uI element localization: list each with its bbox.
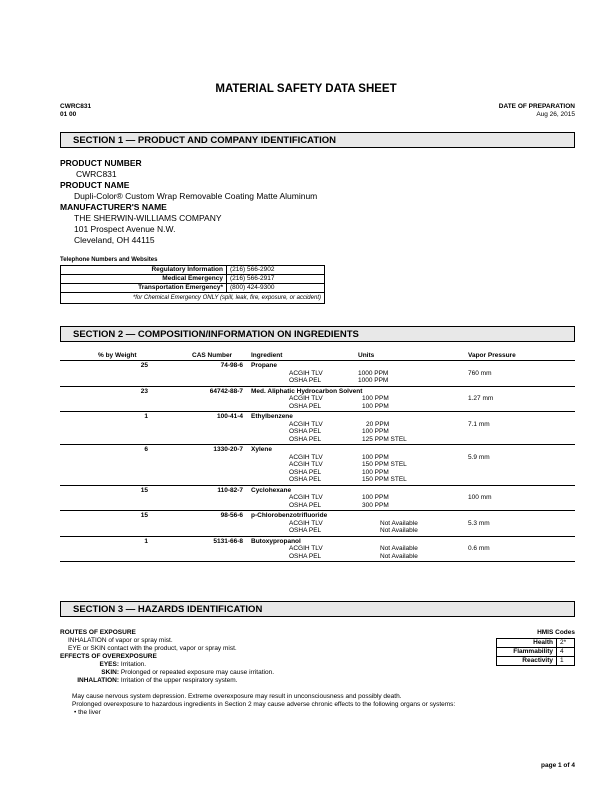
telephone-row xyxy=(61,284,325,293)
telephone-number: (216) 566-2917 xyxy=(227,275,325,284)
exposure-limit: 150 PPM STEL xyxy=(362,476,407,483)
section-1-header: SECTION 1 — PRODUCT AND COMPANY IDENTIFICATION xyxy=(60,132,575,148)
exposure-limit: 300 PPM xyxy=(362,501,389,509)
exposure-limit: Not Available xyxy=(380,519,418,527)
ingredient-row xyxy=(60,387,575,413)
ingredient-name: Xylene xyxy=(251,446,272,453)
ingredient-row xyxy=(60,486,575,512)
effect-label: INHALATION: xyxy=(77,677,119,684)
pct-weight: 1 xyxy=(144,537,148,545)
exposure-limit: Not Available xyxy=(380,545,418,552)
telephone-row xyxy=(61,275,325,284)
exposure-agency: ACGIH TLV xyxy=(289,369,323,377)
cas-number: 74-98-6 xyxy=(220,362,243,369)
composition-header xyxy=(60,352,575,361)
preparation-date-block xyxy=(499,103,575,119)
exposure-limit: 100 PPM xyxy=(362,494,389,501)
hmis-value: 4 xyxy=(557,648,575,657)
vapor-pressure: 0.6 mm xyxy=(468,545,490,552)
hmis-title: HMIS Codes xyxy=(537,629,575,636)
col-ingredient: Ingredient xyxy=(251,352,283,359)
ingredient-row xyxy=(60,445,575,486)
manufacturer-line: THE SHERWIN-WILLIAMS COMPANY xyxy=(74,213,222,223)
cas-number: 1330-20-7 xyxy=(213,446,243,453)
exposure-agency: OSHA PEL xyxy=(289,435,322,443)
exposure-limit: 100 PPM xyxy=(362,453,389,461)
ingredient-name: Butoxypropanol xyxy=(251,537,301,545)
route-line: INHALATION of vapor or spray mist. xyxy=(68,637,173,644)
prep-date: Aug 26, 2015 xyxy=(536,111,575,118)
page-number: page 1 of 4 xyxy=(541,762,575,769)
product-name-label: PRODUCT NAME xyxy=(60,180,130,190)
revision-code: 01 00 xyxy=(60,111,77,118)
vapor-pressure: 760 mm xyxy=(468,369,492,377)
exposure-limit: 1000 PPM xyxy=(358,369,389,377)
effect-text: Irritation of the upper respiratory system. xyxy=(120,677,238,684)
ingredient-name: Med. Aliphatic Hydrocarbon Solvent xyxy=(251,387,363,395)
manufacturer-line: Cleveland, OH 44115 xyxy=(74,235,155,245)
ingredient-row xyxy=(60,412,575,445)
exposure-agency: ACGIH TLV xyxy=(289,519,323,527)
telephone-label: Medical Emergency xyxy=(61,275,227,284)
hmis-row xyxy=(497,639,575,648)
manufacturer-label: MANUFACTURER'S NAME xyxy=(60,202,167,212)
hazard-paragraph: Prolonged overexposure to hazardous ingredients in Section 2 may cause adverse chronic effects to the following organs or systems: xyxy=(72,701,456,708)
prep-date-label: DATE OF PREPARATION xyxy=(498,103,575,110)
hazard-paragraph: May cause nervous system depression. Extreme overexposure may result in unconsciousness and possibly death. xyxy=(72,693,402,700)
exposure-agency: ACGIH TLV xyxy=(289,545,323,552)
telephone-note: *for Chemical Emergency ONLY (spill, leak, fire, exposure, or accident) xyxy=(61,293,325,304)
cas-number: 5131-66-8 xyxy=(213,537,243,545)
effect-label: EYES: xyxy=(99,661,119,668)
ingredient-row xyxy=(60,361,575,387)
ingredient-row xyxy=(60,511,575,537)
exposure-agency: ACGIH TLV xyxy=(289,494,323,501)
exposure-limit: 100 PPM xyxy=(362,402,389,410)
exposure-limit: 1000 PPM xyxy=(358,377,389,384)
section-3-header: SECTION 3 — HAZARDS IDENTIFICATION xyxy=(60,601,575,617)
exposure-agency: OSHA PEL xyxy=(289,402,322,410)
product-number-label: PRODUCT NUMBER xyxy=(60,158,142,168)
product-number: CWRC831 xyxy=(76,169,117,179)
document-title: MATERIAL SAFETY DATA SHEET xyxy=(215,83,397,95)
vapor-pressure: 100 mm xyxy=(468,494,492,501)
organ-bullet: • the liver xyxy=(74,709,101,716)
pct-weight: 15 xyxy=(140,486,148,494)
hmis-row xyxy=(497,657,575,666)
exposure-limit: 100 PPM xyxy=(362,395,389,402)
vapor-pressure: 5.9 mm xyxy=(468,453,490,461)
vapor-pressure: 7.1 mm xyxy=(468,420,490,428)
ingredient-name: p-Chlorobenzotrifluoride xyxy=(251,512,328,519)
hmis-value: 1 xyxy=(557,657,575,666)
exposure-agency: ACGIH TLV xyxy=(289,420,323,428)
effect-label: SKIN: xyxy=(101,669,119,676)
hmis-label: Flammability xyxy=(497,648,557,657)
ingredient-name: Cyclohexane xyxy=(251,486,292,494)
exposure-limit: 150 PPM STEL xyxy=(362,461,407,468)
hmis-label: Health xyxy=(497,639,557,648)
telephone-row xyxy=(61,266,325,275)
exposure-limit: Not Available xyxy=(380,527,418,534)
cas-number: 98-56-6 xyxy=(220,512,243,519)
ingredient-row xyxy=(60,537,575,563)
exposure-agency: ACGIH TLV xyxy=(289,461,323,468)
effects-label: EFFECTS OF OVEREXPOSURE xyxy=(60,653,157,660)
col-cas-number: CAS Number xyxy=(192,352,233,359)
exposure-agency: OSHA PEL xyxy=(289,527,322,534)
pct-weight: 25 xyxy=(140,362,148,369)
vapor-pressure: 5.3 mm xyxy=(468,519,490,527)
exposure-limit: 20 PPM xyxy=(366,420,390,428)
section-1-body xyxy=(60,158,317,246)
exposure-agency: OSHA PEL xyxy=(289,476,322,483)
exposure-agency: ACGIH TLV xyxy=(289,453,323,461)
col-units: Units xyxy=(358,352,375,359)
exposure-agency: OSHA PEL xyxy=(289,377,322,384)
hmis-row xyxy=(497,648,575,657)
telephone-label: Transportation Emergency* xyxy=(61,284,227,293)
section-2-header: SECTION 2 — COMPOSITION/INFORMATION ON INGREDIENTS xyxy=(60,326,575,342)
ingredient-name: Propane xyxy=(251,362,278,369)
routes-label: ROUTES OF EXPOSURE xyxy=(60,629,136,636)
product-code: CWRC831 xyxy=(60,103,92,110)
effect-row xyxy=(60,677,575,685)
exposure-agency: OSHA PEL xyxy=(289,428,322,435)
composition-table xyxy=(60,352,575,562)
product-codes xyxy=(60,103,91,119)
exposure-limit: Not Available xyxy=(380,552,418,560)
telephone-number: (216) 566-2902 xyxy=(227,266,325,275)
cas-number: 110-82-7 xyxy=(217,486,243,494)
exposure-limit: 100 PPM xyxy=(362,428,389,435)
pct-weight: 15 xyxy=(140,512,148,519)
telephone-label: Regulatory Information xyxy=(61,266,227,275)
hmis-table xyxy=(496,638,575,666)
telephone-title: Telephone Numbers and Websites xyxy=(60,257,158,263)
route-line: EYE or SKIN contact with the product, vapor or spray mist. xyxy=(68,645,237,652)
col-pct-weight: % by Weight xyxy=(98,352,137,359)
pct-weight: 6 xyxy=(144,446,148,453)
exposure-agency: OSHA PEL xyxy=(289,501,322,509)
effect-row xyxy=(60,669,575,677)
vapor-pressure: 1.27 mm xyxy=(468,395,494,402)
exposure-agency: ACGIH TLV xyxy=(289,395,323,402)
exposure-limit: 125 PPM STEL xyxy=(362,435,407,443)
cas-number: 64742-88-7 xyxy=(209,387,243,395)
exposure-agency: OSHA PEL xyxy=(289,468,322,476)
hmis-label: Reactivity xyxy=(497,657,557,666)
telephone-note-row xyxy=(61,293,325,304)
cas-number: 100-41-4 xyxy=(216,413,243,420)
manufacturer-line: 101 Prospect Avenue N.W. xyxy=(74,224,176,234)
exposure-agency: OSHA PEL xyxy=(289,552,322,560)
ingredient-name: Ethylbenzene xyxy=(251,413,293,420)
effect-text: Irritation. xyxy=(120,661,147,668)
col-vapor-pressure: Vapor Pressure xyxy=(468,352,516,359)
telephone-table xyxy=(60,265,325,304)
telephone-number: (800) 424-9300 xyxy=(227,284,325,293)
hmis-value: 2* xyxy=(557,639,575,648)
exposure-limit: 100 PPM xyxy=(362,468,389,476)
product-name: Dupli-Color® Custom Wrap Removable Coating Matte Aluminum xyxy=(74,191,318,201)
pct-weight: 23 xyxy=(140,387,148,395)
pct-weight: 1 xyxy=(144,413,148,420)
effect-text: Prolonged or repeated exposure may cause irritation. xyxy=(120,669,275,676)
